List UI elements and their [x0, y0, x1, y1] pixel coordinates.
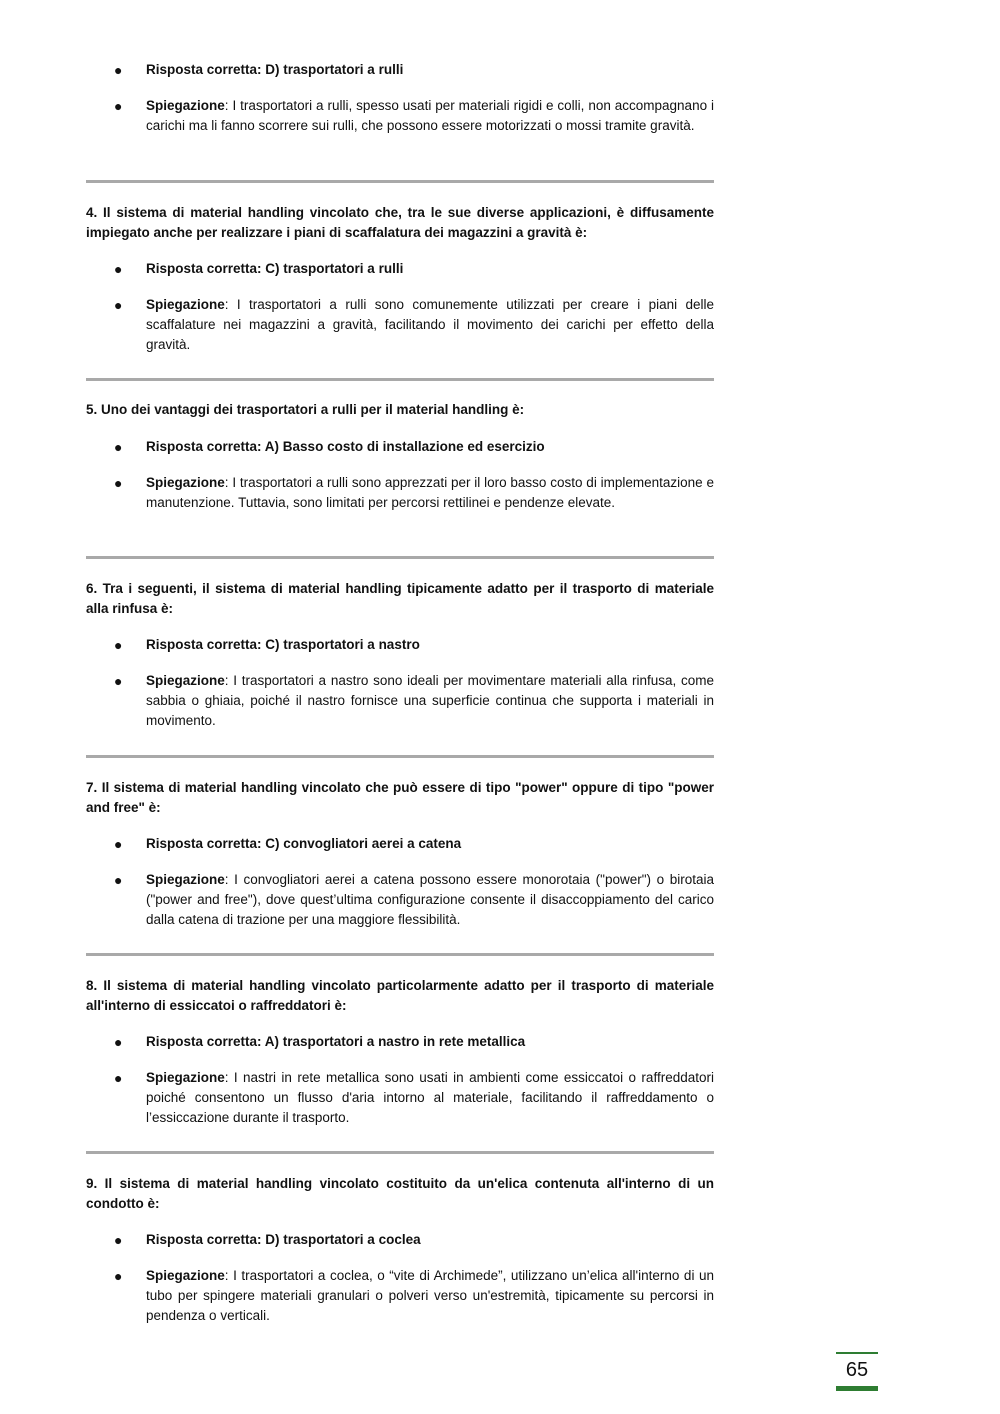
answer-value: C) convogliatori aerei a catena: [265, 836, 462, 851]
bullet-icon: ●: [114, 1034, 123, 1050]
answer-label: Risposta corretta: [146, 1034, 258, 1049]
bullet-icon: ●: [114, 1070, 123, 1086]
answer-line: Risposta corretta: C) trasportatori a rulli: [146, 261, 404, 276]
explanation: Spiegazione: I convogliatori aerei a catena possono essere monorotaia ("power") o birotaia ("power and free"), dove quest’ultima configurazione consente il disaccoppiamento del carico dalla catena di trazione per una maggiore flessibilità.: [146, 872, 714, 927]
section-divider: [86, 755, 714, 758]
bullet-icon: ●: [114, 1232, 123, 1248]
explanation-text: I trasportatori a rulli, spesso usati per materiali rigidi e colli, non accompagnano i carichi ma li fanno scorrere sui rulli, che possono essere motorizzati o mossi tramite gravità.: [146, 98, 714, 133]
question-text: 7. Il sistema di material handling vincolato che può essere di tipo "power" oppure di tipo "power and free" è:: [86, 780, 714, 815]
bullet-icon: ●: [114, 1268, 123, 1284]
answer-line: Risposta corretta: C) trasportatori a nastro: [146, 637, 420, 652]
answer-label: Risposta corretta: [146, 62, 258, 77]
explanation: Spiegazione: I trasportatori a rulli, spesso usati per materiali rigidi e colli, non accompagnano i carichi ma li fanno scorrere sui rulli, che possono essere motorizzati o mossi tramite gravità.: [146, 98, 714, 133]
answer-line: Risposta corretta: A) Basso costo di installazione ed esercizio: [146, 439, 545, 454]
answer-line: Risposta corretta: D) trasportatori a rulli: [146, 62, 404, 77]
section-divider: [86, 953, 714, 956]
section-divider: [86, 180, 714, 183]
answer-value: D) trasportatori a coclea: [265, 1232, 421, 1247]
bullet-icon: ●: [114, 872, 123, 888]
explanation-label: Spiegazione: [146, 872, 225, 887]
question-text: 8. Il sistema di material handling vincolato particolarmente adatto per il trasporto di materiale all'interno di essiccatoi o raffreddatori è:: [86, 978, 714, 1013]
bullet-icon: ●: [114, 836, 123, 852]
bullet-icon: ●: [114, 637, 123, 653]
answer-value: A) trasportatori a nastro in rete metallica: [264, 1034, 526, 1049]
explanation-text: I nastri in rete metallica sono usati in ambienti come essiccatoi o raffreddatori poiché consentono un flusso d'aria intorno al materiale, facilitando il raffreddamento o l’essiccazione durante il trasporto.: [146, 1070, 714, 1125]
bullet-icon: ●: [114, 261, 123, 277]
bullet-icon: ●: [114, 439, 123, 455]
page-number: 65: [836, 1352, 878, 1391]
question-text: 6. Tra i seguenti, il sistema di material handling tipicamente adatto per il trasporto di materiale alla rinfusa è:: [86, 581, 714, 616]
answer-value: D) trasportatori a rulli: [265, 62, 404, 77]
explanation-label: Spiegazione: [146, 1070, 225, 1085]
section-divider: [86, 556, 714, 559]
bullet-icon: ●: [114, 297, 123, 313]
explanation-text: I convogliatori aerei a catena possono essere monorotaia ("power") o birotaia ("power and free"), dove quest’ultima configurazione consente il disaccoppiamento del carico dalla catena di trazione per una maggiore flessibilità.: [146, 872, 714, 927]
explanation: Spiegazione: I trasportatori a rulli sono apprezzati per il loro basso costo di implementazione e manutenzione. Tuttavia, sono limitati per percorsi rettilinei e pendenze elevate.: [146, 475, 714, 510]
answer-line: Risposta corretta: D) trasportatori a coclea: [146, 1232, 421, 1247]
explanation-text: I trasportatori a rulli sono apprezzati per il loro basso costo di implementazione e manutenzione. Tuttavia, sono limitati per percorsi rettilinei e pendenze elevate.: [146, 475, 714, 510]
explanation-text: I trasportatori a rulli sono comunemente utilizzati per creare i piani delle scaffalature nei magazzini a gravità, facilitando il movimento dei carichi per effetto della gravità.: [146, 297, 714, 352]
answer-value: C) trasportatori a nastro: [265, 637, 420, 652]
explanation-label: Spiegazione: [146, 1268, 225, 1283]
explanation: Spiegazione: I trasportatori a coclea, o “vite di Archimede”, utilizzano un’elica all'interno di un tubo per spingere materiali granulari o polveri verso un'estremità, tipicamente su percorsi in pendenza o verticali.: [146, 1268, 714, 1323]
answer-line: Risposta corretta: A) trasportatori a nastro in rete metallica: [146, 1034, 526, 1049]
explanation-text: I trasportatori a nastro sono ideali per movimentare materiali alla rinfusa, come sabbia o ghiaia, poiché il nastro fornisce una superficie continua che supporta i materiali in movimento.: [146, 673, 714, 728]
explanation-label: Spiegazione: [146, 297, 225, 312]
explanation-text: I trasportatori a coclea, o “vite di Archimede”, utilizzano un’elica all'interno di un tubo per spingere materiali granulari o polveri verso un'estremità, tipicamente su percorsi in pendenza o verticali.: [146, 1268, 714, 1323]
explanation: Spiegazione: I trasportatori a rulli sono comunemente utilizzati per creare i piani delle scaffalature nei magazzini a gravità, facilitando il movimento dei carichi per effetto della gravità.: [146, 297, 714, 352]
question-text: 5. Uno dei vantaggi dei trasportatori a rulli per il material handling è:: [86, 402, 525, 417]
bullet-icon: ●: [114, 673, 123, 689]
answer-label: Risposta corretta: [146, 637, 258, 652]
answer-label: Risposta corretta: [146, 1232, 258, 1247]
answer-value: C) trasportatori a rulli: [265, 261, 404, 276]
section-divider: [86, 1151, 714, 1154]
bullet-icon: ●: [114, 98, 123, 114]
explanation-label: Spiegazione: [146, 475, 225, 490]
answer-value: A) Basso costo di installazione ed esercizio: [264, 439, 545, 454]
bullet-icon: ●: [114, 62, 123, 78]
explanation: Spiegazione: I trasportatori a nastro sono ideali per movimentare materiali alla rinfusa, come sabbia o ghiaia, poiché il nastro fornisce una superficie continua che supporta i materiali in movimento.: [146, 673, 714, 728]
question-text: 9. Il sistema di material handling vincolato costituito da un'elica contenuta all'interno di un condotto è:: [86, 1176, 714, 1211]
answer-label: Risposta corretta: [146, 836, 258, 851]
explanation: Spiegazione: I nastri in rete metallica sono usati in ambienti come essiccatoi o raffreddatori poiché consentono un flusso d'aria intorno al materiale, facilitando il raffreddamento o l’essiccazione durante il trasporto.: [146, 1070, 714, 1125]
explanation-label: Spiegazione: [146, 98, 225, 113]
question-text: 4. Il sistema di material handling vincolato che, tra le sue diverse applicazioni, è diffusamente impiegato anche per realizzare i piani di scaffalatura dei magazzini a gravità è:: [86, 205, 714, 240]
section-divider: [86, 378, 714, 381]
answer-label: Risposta corretta: [146, 439, 258, 454]
bullet-icon: ●: [114, 475, 123, 491]
explanation-label: Spiegazione: [146, 673, 225, 688]
answer-label: Risposta corretta: [146, 261, 258, 276]
answer-line: Risposta corretta: C) convogliatori aerei a catena: [146, 836, 462, 851]
